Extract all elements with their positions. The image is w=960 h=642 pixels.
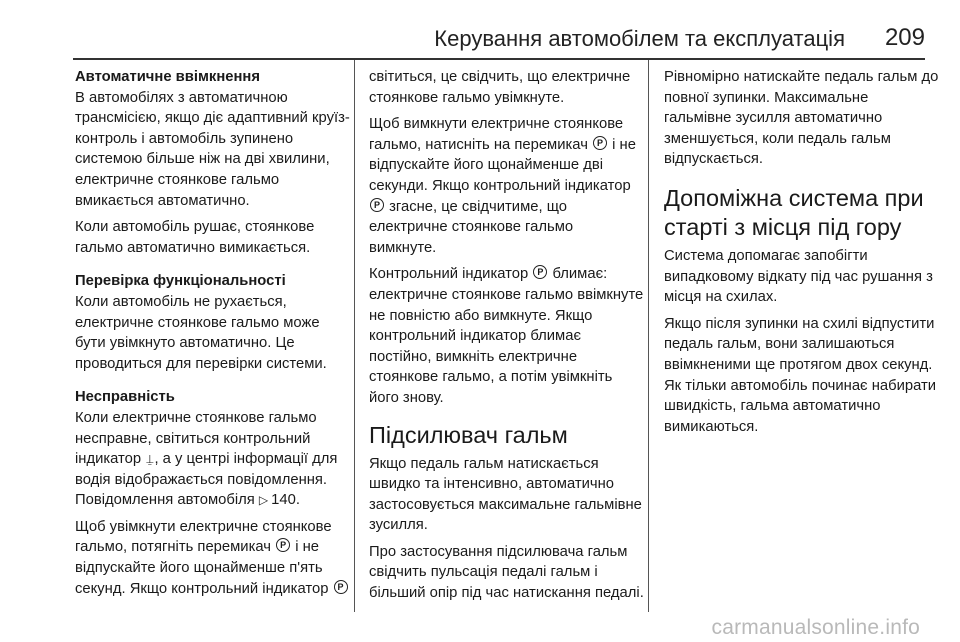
paragraph: Рівномірно натискайте педаль гальм до повної зупинки. Максимальне гальмівне зусилля автоматично зменшується, коли педаль гальм відпускається. bbox=[664, 69, 939, 168]
brake-fault-lamp-icon: ⍊ bbox=[146, 452, 154, 467]
section-heading-brake-assist: Підсилювач гальм bbox=[369, 421, 568, 448]
paragraph: Коли автомобіль рушає, стоянкове гальмо автоматично вимикається. bbox=[75, 219, 315, 256]
watermark: carmanualsonline.info bbox=[711, 616, 920, 639]
parking-brake-lamp-icon bbox=[276, 538, 290, 552]
parking-brake-lamp-icon bbox=[593, 136, 607, 150]
section-heading-function-check: Перевірка функціональності bbox=[75, 273, 286, 290]
header-divider bbox=[73, 58, 925, 60]
paragraph: Якщо після зупинки на схилі відпустити педаль гальм, вони залишаються ввімкненими ще протягом двох секунд. Як тільки автомобіль починає набирати швидкість, гальма автоматично вимикаються. bbox=[664, 315, 937, 435]
section-heading-auto-engage: Автоматичне ввімкнення bbox=[75, 69, 261, 85]
section-heading-fault: Несправність bbox=[75, 389, 175, 406]
paragraph: Щоб увімкнути електричне стоянкове гальмо, потягніть перемикач P і не відпускайте його щонайменше п'ять секунд. Якщо контрольний індикатор P bbox=[75, 517, 350, 599]
column-2 bbox=[369, 67, 644, 610]
column-divider-1 bbox=[354, 60, 355, 612]
paragraph: В автомобілях з автоматичною трансмісією, якщо діє адаптивний круїз-контроль і автомобіль зупинено системою більше ніж на дві хвилини, електричне стоянкове гальмо вмикається автоматично. bbox=[75, 89, 350, 209]
paragraph: Коли електричне стоянкове гальмо несправне, світиться контрольний індикатор ⍊, а у центрі інформації для водія відображається повідомлення. Повідомлення автомобіля ▷ 140. bbox=[75, 408, 350, 511]
paragraph: Контрольний індикатор P блимає: електричне стоянкове гальмо ввімкнуте не повністю або вимкнуте. Якщо контрольний індикатор блимає постійно, вимкніть електричне стоянкове гальмо, а потім увімкніть його знову. bbox=[369, 264, 644, 408]
header-title: Керування автомобілем та експлуатація bbox=[434, 26, 845, 51]
paragraph: Коли автомобіль не рухається, електричне стоянкове гальмо може бути увімкнуто автоматично. Це проводиться для перевірки системи. bbox=[75, 293, 327, 372]
page-header bbox=[0, 0, 960, 60]
page-number: 209 bbox=[884, 24, 925, 51]
section-heading-hill-start-assist: Допоміжна система при старті з місця під гору bbox=[664, 184, 924, 240]
reference-arrow-icon: ▷ bbox=[258, 493, 269, 508]
column-divider-2 bbox=[648, 60, 649, 612]
paragraph: Щоб вимкнути електричне стоянкове гальмо, натисніть на перемикач P і не відпускайте його щонайменше дві секунди. Якщо контрольний індикатор P згасне, це свідчитиме, що електричне стоянкове гальмо вимкнуте. bbox=[369, 114, 644, 258]
paragraph: Про застосування підсилювача гальм свідчить пульсація педалі гальм і більший опір під час натискання педалі. bbox=[369, 543, 644, 602]
parking-brake-lamp-icon bbox=[334, 580, 348, 594]
page-reference[interactable]: 140. bbox=[271, 492, 300, 509]
parking-brake-lamp-icon bbox=[370, 198, 384, 212]
paragraph: Система допомагає запобігти випадковому відкату під час рушання з місця на схилах. bbox=[664, 247, 933, 306]
column-3 bbox=[664, 67, 939, 443]
parking-brake-lamp-icon bbox=[533, 265, 547, 279]
column-1 bbox=[75, 67, 350, 605]
paragraph: Якщо педаль гальм натискається швидко та інтенсивно, автоматично застосовується максимальне гальмівне зусилля. bbox=[369, 455, 642, 534]
paragraph: світиться, це свідчить, що електричне стоянкове гальмо увімкнуте. bbox=[369, 69, 631, 106]
